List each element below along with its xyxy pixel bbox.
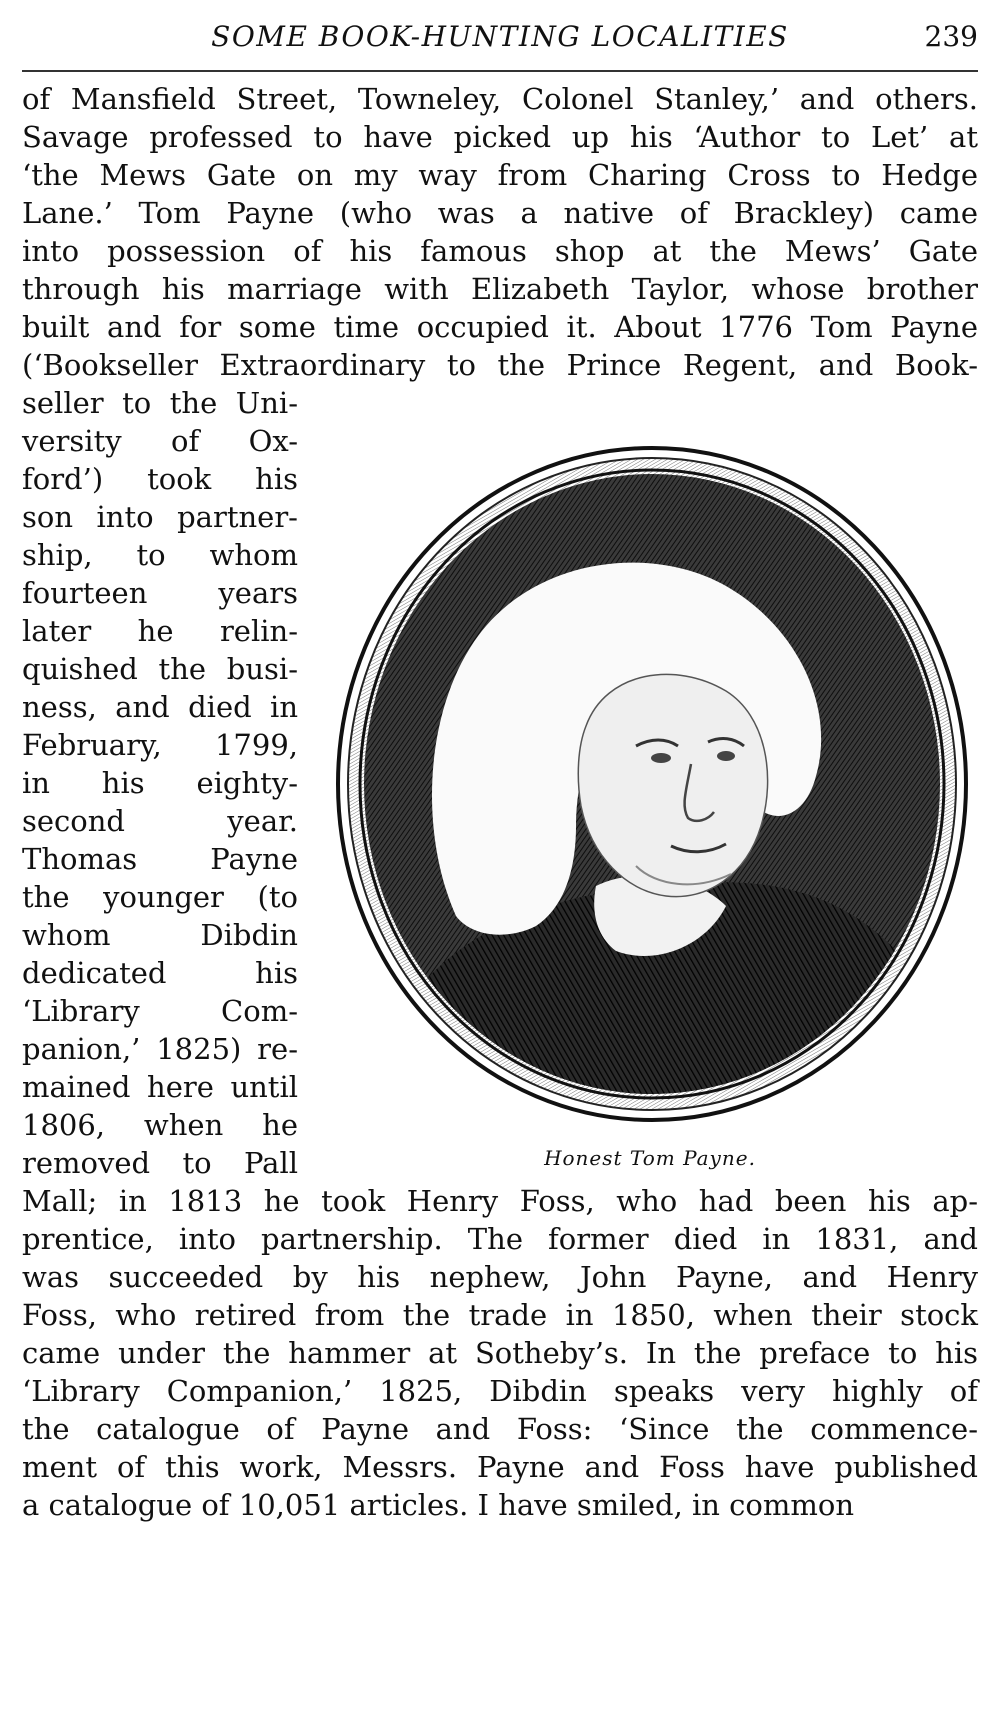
portrait-eye bbox=[717, 751, 735, 761]
side-text-line: panion,’ 1825) re- bbox=[22, 1032, 298, 1066]
text-line: Foss, who retired from the trade in 1850, when their stock bbox=[22, 1298, 978, 1332]
side-text-line: seller to the Uni- bbox=[22, 386, 298, 420]
side-text-line: February, 1799, bbox=[22, 728, 298, 762]
text-line: into possession of his famous shop at the Mews’ Gate bbox=[22, 234, 978, 268]
page-number: 239 bbox=[924, 20, 978, 53]
side-text-line: son into partner- bbox=[22, 500, 298, 534]
text-line: the catalogue of Payne and Foss: ‘Since the commence- bbox=[22, 1412, 978, 1446]
side-text-line: ford’) took his bbox=[22, 462, 298, 496]
header-rule bbox=[22, 70, 978, 72]
side-text-line: whom Dibdin bbox=[22, 918, 298, 952]
side-text-line: dedicated his bbox=[22, 956, 298, 990]
figure-caption: Honest Tom Payne. bbox=[544, 1146, 756, 1170]
text-line: came under the hammer at Sotheby’s. In the preface to his bbox=[22, 1336, 978, 1370]
page-header bbox=[22, 16, 978, 60]
side-text-line: fourteen years bbox=[22, 576, 298, 610]
text-line: ‘Library Companion,’ 1825, Dibdin speaks very highly of bbox=[22, 1374, 978, 1408]
side-text-line: second year. bbox=[22, 804, 298, 838]
text-line: was succeeded by his nephew, John Payne, and Henry bbox=[22, 1260, 978, 1294]
side-text-line: mained here until bbox=[22, 1070, 298, 1104]
text-line: through his marriage with Elizabeth Taylor, whose brother bbox=[22, 272, 978, 306]
text-line: ment of this work, Messrs. Payne and Foss have published bbox=[22, 1450, 978, 1484]
side-text-line: removed to Pall bbox=[22, 1146, 298, 1180]
text-line: prentice, into partnership. The former died in 1831, and bbox=[22, 1222, 978, 1256]
text-line: Lane.’ Tom Payne (who was a native of Brackley) came bbox=[22, 196, 978, 230]
side-text-line: later he relin- bbox=[22, 614, 298, 648]
side-text-line: quished the busi- bbox=[22, 652, 298, 686]
side-text-line: ship, to whom bbox=[22, 538, 298, 572]
text-line: (‘Bookseller Extraordinary to the Prince Regent, and Book- bbox=[22, 348, 978, 382]
side-text-line: versity of Ox- bbox=[22, 424, 298, 458]
portrait-eye bbox=[651, 753, 671, 763]
side-text-line: 1806, when he bbox=[22, 1108, 298, 1142]
side-text-line: in his eighty- bbox=[22, 766, 298, 800]
side-text-line: Thomas Payne bbox=[22, 842, 298, 876]
running-title: SOME BOOK-HUNTING LOCALITIES bbox=[211, 20, 789, 53]
text-line: a catalogue of 10,051 articles. I have smiled, in common bbox=[22, 1488, 855, 1522]
text-line: built and for some time occupied it. About 1776 Tom Payne bbox=[22, 310, 978, 344]
text-line: Mall; in 1813 he took Henry Foss, who had been his ap- bbox=[22, 1184, 978, 1218]
text-line: of Mansfield Street, Towneley, Colonel Stanley,’ and others. bbox=[22, 82, 978, 116]
portrait-figure bbox=[316, 446, 984, 1168]
side-text-line: the younger (to bbox=[22, 880, 298, 914]
text-line: Savage professed to have picked up his ‘Author to Let’ at bbox=[22, 120, 978, 154]
side-text-line: ‘Library Com- bbox=[22, 994, 298, 1028]
text-line: ‘the Mews Gate on my way from Charing Cross to Hedge bbox=[22, 158, 978, 192]
engraved-portrait bbox=[336, 446, 968, 1122]
side-text-line: ness, and died in bbox=[22, 690, 298, 724]
